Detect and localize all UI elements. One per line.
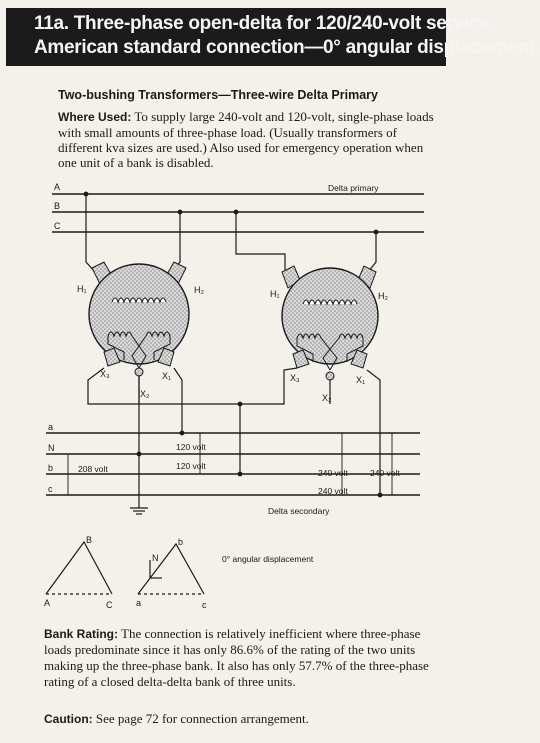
phasor-secondary-a: a xyxy=(136,598,142,608)
primary-label-a: A xyxy=(54,182,61,192)
secondary-label-c: c xyxy=(48,484,53,494)
secondary-label-b: b xyxy=(48,463,54,473)
secondary-label-n: N xyxy=(48,443,55,453)
caution-paragraph xyxy=(44,711,449,727)
bank-rating-paragraph xyxy=(44,626,449,690)
header-line-2: American standard connection—0° angular displacement. xyxy=(34,37,540,58)
angular-displacement-caption: 0° angular displacement xyxy=(222,554,314,564)
voltage-240-c: 240 volt xyxy=(318,486,348,496)
caution-label: Caution: xyxy=(44,712,93,726)
phasor-primary-b: B xyxy=(86,535,93,545)
voltage-120-a: 120 volt xyxy=(176,442,206,452)
t2-x1-label: X₁ xyxy=(356,375,366,385)
primary-label-b: B xyxy=(54,201,61,211)
section-subheading: Two-bushing Transformers—Three-wire Delta Primary xyxy=(58,88,378,102)
header-line-1: 11a. Three-phase open-delta for 120/240-volt service. xyxy=(34,13,495,34)
bank-rating-label: Bank Rating: xyxy=(44,627,119,641)
secondary-phasor xyxy=(138,544,204,594)
t1-x3-label: X₃ xyxy=(100,369,110,379)
voltage-120-b: 120 volt xyxy=(176,461,206,471)
t1-x1-label: X₁ xyxy=(162,371,172,381)
t2-x3-label: X₃ xyxy=(290,373,300,383)
secondary-label-a: a xyxy=(48,422,54,432)
t1-h1-label: H₁ xyxy=(77,284,87,294)
voltage-208: 208 volt xyxy=(78,464,108,474)
phasor-secondary-n: N xyxy=(152,553,159,563)
t2-h2-label: H₂ xyxy=(378,291,388,301)
x3-tie xyxy=(88,368,297,404)
caution-text: See page 72 for connection arrangement. xyxy=(95,711,309,726)
primary-phasor xyxy=(46,542,112,594)
phasor-secondary-c: c xyxy=(202,600,207,610)
primary-label-c: C xyxy=(54,221,61,231)
t1-h1-lead xyxy=(86,194,95,272)
t2-h1-lead xyxy=(236,212,285,270)
delta-secondary-label: Delta secondary xyxy=(268,506,330,516)
t2-h1-label: H₁ xyxy=(270,289,280,299)
voltage-240-a: 240 volt xyxy=(318,468,348,478)
where-used-text: To supply large 240-volt and 120-volt, single-phase loads with small amounts of three-phase load. (Usually transformers of different kva sizes are used.) Also used for emergency operation when one unit of a bank is disabled. xyxy=(58,109,434,170)
where-used-label: Where Used: xyxy=(58,110,132,124)
voltage-240-b: 240 volt xyxy=(370,468,400,478)
phasor-primary-a: A xyxy=(44,598,51,608)
delta-primary-label: Delta primary xyxy=(328,183,379,193)
t2-h2-lead xyxy=(368,232,376,272)
t1-x2-label: X₂ xyxy=(140,389,150,399)
transformer-2 xyxy=(282,266,378,380)
t1-h2-label: H₂ xyxy=(194,285,204,295)
t2-x2-label: X₂ xyxy=(322,393,332,403)
phasor-secondary-b: b xyxy=(178,537,184,547)
bank-rating-text: The connection is relatively inefficient where three-phase loads predominate since it has only 86.6% of the rating of the two units making up the three-phase bank. It also has only 57.7% of the three-phase rating of a closed delta-delta bank of three units. xyxy=(44,626,429,689)
phasor-primary-c: C xyxy=(106,600,113,610)
t1-x1-lead xyxy=(174,368,182,433)
transformer-1 xyxy=(89,262,189,376)
